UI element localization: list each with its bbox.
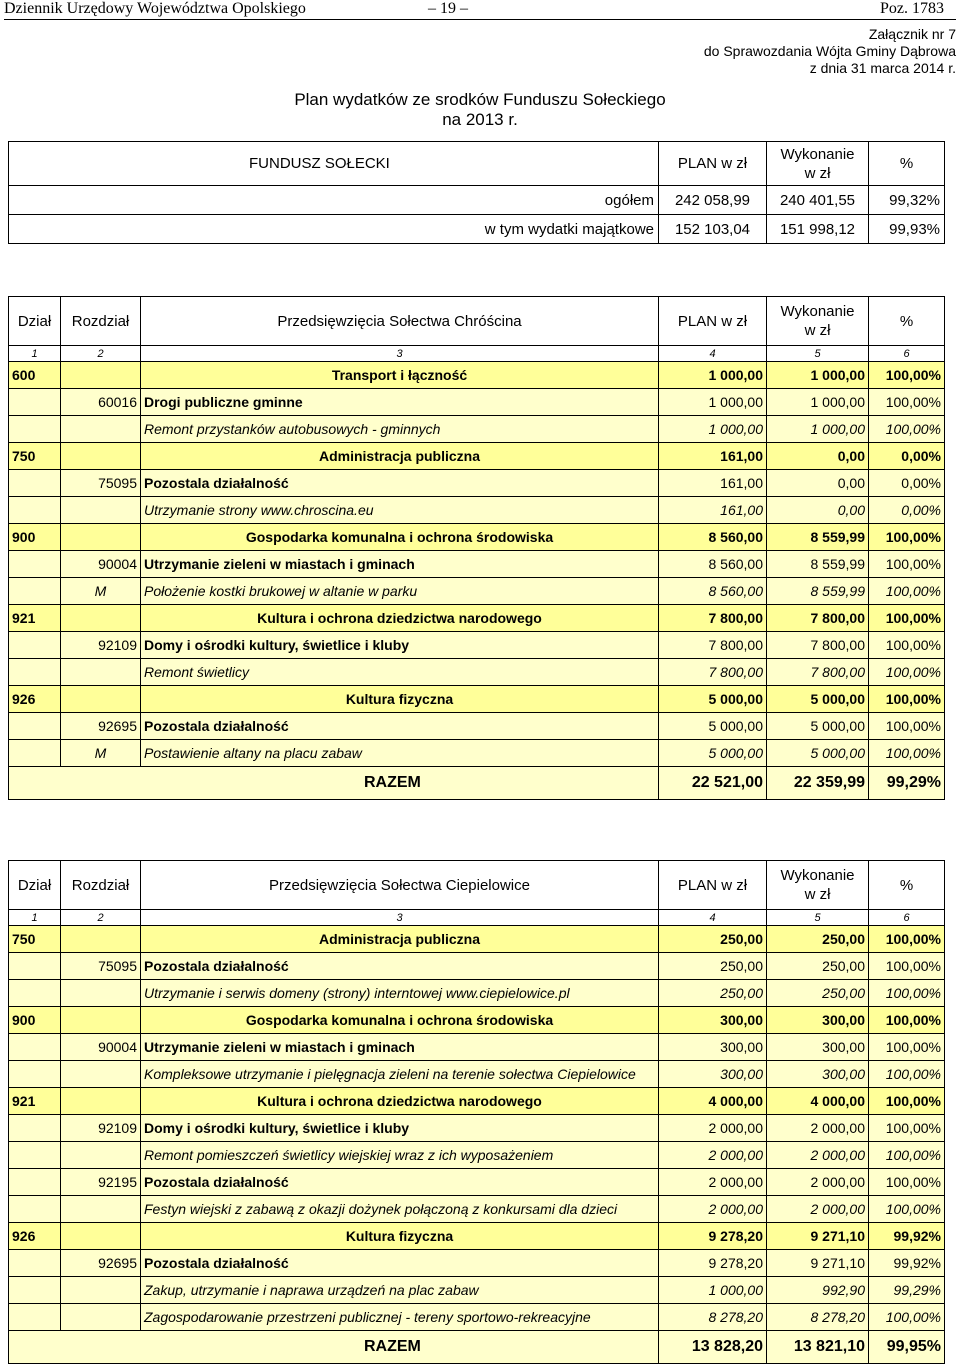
column-number: 2 <box>61 346 141 362</box>
rozdzial-cell: 90004 <box>61 551 141 578</box>
rozdzial-cell: 60016 <box>61 389 141 416</box>
pct-value: 100,00% <box>869 389 945 416</box>
rozdzial-cell <box>61 926 141 953</box>
column-number: 2 <box>61 910 141 926</box>
item-name: Remont świetlicy <box>141 659 659 686</box>
pct-value: 100,00% <box>869 1196 945 1223</box>
item-name: Zagospodarowanie przestrzeni publicznej - tereny sportowo-rekreacyjne <box>141 1304 659 1331</box>
item-name: Drogi publiczne gminne <box>141 389 659 416</box>
table-row <box>9 686 945 713</box>
plan-value: 8 560,00 <box>659 551 767 578</box>
pct-value: 100,00% <box>869 1088 945 1115</box>
dzial-cell <box>9 713 61 740</box>
pct-value: 100,00% <box>869 926 945 953</box>
pct-value: 100,00% <box>869 1115 945 1142</box>
rozdzial-cell <box>61 980 141 1007</box>
pct-value: 100,00% <box>869 524 945 551</box>
table-row <box>9 1061 945 1088</box>
pct-value: 100,00% <box>869 1169 945 1196</box>
header-divider <box>4 19 956 20</box>
attachment-note <box>704 26 956 77</box>
table-row <box>9 980 945 1007</box>
dzial-cell <box>9 497 61 524</box>
page-number: – 19 – <box>428 0 468 17</box>
exec-value: 1 000,00 <box>767 416 869 443</box>
dzial-cell <box>9 1034 61 1061</box>
pct-value: 99,29% <box>869 1277 945 1304</box>
exec-value: 7 800,00 <box>767 659 869 686</box>
item-name: Kultura i ochrona dziedzictwa narodowego <box>141 605 659 632</box>
pct-value: 100,00% <box>869 953 945 980</box>
table-row <box>9 1223 945 1250</box>
rozdzial-cell <box>61 1223 141 1250</box>
table-row <box>9 1034 945 1061</box>
pct-value: 100,00% <box>869 659 945 686</box>
total-exec: 22 359,99 <box>767 767 869 800</box>
summary-row <box>9 215 945 244</box>
exec-value: 2 000,00 <box>767 1142 869 1169</box>
table-row <box>9 1007 945 1034</box>
plan-value: 161,00 <box>659 443 767 470</box>
pct-value: 100,00% <box>869 1007 945 1034</box>
col-dzial: Dział <box>9 861 61 910</box>
column-number: 4 <box>659 910 767 926</box>
table-row <box>9 659 945 686</box>
item-name: Transport i łączność <box>141 362 659 389</box>
rozdzial-cell: 92695 <box>61 1250 141 1277</box>
dzial-cell: 600 <box>9 362 61 389</box>
pct-value: 100,00% <box>869 605 945 632</box>
exec-value: 9 271,10 <box>767 1250 869 1277</box>
rozdzial-cell <box>61 686 141 713</box>
table-row <box>9 1142 945 1169</box>
total-label: RAZEM <box>9 767 659 800</box>
table-row <box>9 551 945 578</box>
summary-col-plan: PLAN w zł <box>659 142 767 186</box>
item-name: Położenie kostki brukowej w altanie w parku <box>141 578 659 605</box>
exec-value: 250,00 <box>767 926 869 953</box>
total-pct: 99,29% <box>869 767 945 800</box>
table-header-row <box>9 861 945 910</box>
col-plan: PLAN w zł <box>659 861 767 910</box>
exec-value: 0,00 <box>767 470 869 497</box>
summary-row-pct: 99,32% <box>869 186 945 215</box>
table-row <box>9 713 945 740</box>
exec-value: 8 559,99 <box>767 578 869 605</box>
item-name: Utrzymanie zieleni w miastach i gminach <box>141 1034 659 1061</box>
table-row <box>9 1088 945 1115</box>
plan-value: 8 560,00 <box>659 578 767 605</box>
summary-label: FUNDUSZ SOŁECKI <box>9 142 659 186</box>
rozdzial-cell: 90004 <box>61 1034 141 1061</box>
dzial-cell <box>9 1196 61 1223</box>
item-name: Pozostala działalność <box>141 470 659 497</box>
total-pct: 99,95% <box>869 1331 945 1364</box>
rozdzial-cell: 92109 <box>61 1115 141 1142</box>
dzial-cell <box>9 578 61 605</box>
table-ciepielowice <box>8 860 945 1364</box>
exec-value: 300,00 <box>767 1061 869 1088</box>
column-number: 1 <box>9 910 61 926</box>
table-row <box>9 1277 945 1304</box>
pct-value: 0,00% <box>869 470 945 497</box>
table-row <box>9 1115 945 1142</box>
plan-value: 5 000,00 <box>659 713 767 740</box>
item-name: Pozostala działalność <box>141 713 659 740</box>
exec-value: 5 000,00 <box>767 713 869 740</box>
dzial-cell <box>9 1304 61 1331</box>
dzial-cell: 900 <box>9 524 61 551</box>
rozdzial-cell <box>61 605 141 632</box>
item-name: Pozostala działalność <box>141 1169 659 1196</box>
summary-header-row <box>9 142 945 186</box>
item-name: Pozostala działalność <box>141 953 659 980</box>
exec-value: 5 000,00 <box>767 740 869 767</box>
table-body <box>9 362 945 767</box>
dzial-cell <box>9 1277 61 1304</box>
table-row <box>9 470 945 497</box>
plan-value: 161,00 <box>659 497 767 524</box>
pct-value: 100,00% <box>869 1034 945 1061</box>
col-rozdzial: Rozdział <box>61 297 141 346</box>
pct-value: 100,00% <box>869 980 945 1007</box>
plan-value: 5 000,00 <box>659 740 767 767</box>
column-number-row <box>9 346 945 362</box>
rozdzial-cell <box>61 1142 141 1169</box>
table-row <box>9 605 945 632</box>
pct-value: 100,00% <box>869 578 945 605</box>
pct-value: 0,00% <box>869 497 945 524</box>
summary-row-pct: 99,93% <box>869 215 945 244</box>
plan-value: 300,00 <box>659 1034 767 1061</box>
table-row <box>9 578 945 605</box>
plan-value: 4 000,00 <box>659 1088 767 1115</box>
plan-value: 5 000,00 <box>659 686 767 713</box>
exec-value: 8 559,99 <box>767 551 869 578</box>
plan-value: 7 800,00 <box>659 659 767 686</box>
plan-value: 2 000,00 <box>659 1142 767 1169</box>
dzial-cell <box>9 1169 61 1196</box>
summary-row-exec: 151 998,12 <box>767 215 869 244</box>
column-number: 5 <box>767 346 869 362</box>
dzial-cell: 900 <box>9 1007 61 1034</box>
dzial-cell <box>9 953 61 980</box>
plan-value: 2 000,00 <box>659 1196 767 1223</box>
item-name: Kultura fizyczna <box>141 1223 659 1250</box>
item-name: Administracja publiczna <box>141 443 659 470</box>
plan-value: 250,00 <box>659 926 767 953</box>
table-row <box>9 416 945 443</box>
table-title: Przedsięwzięcia Sołectwa Ciepielowice <box>141 861 659 910</box>
dzial-cell <box>9 632 61 659</box>
table-row <box>9 740 945 767</box>
item-name: Kompleksowe utrzymanie i pielęgnacja zieleni na terenie sołectwa Ciepielowice <box>141 1061 659 1088</box>
column-number: 6 <box>869 910 945 926</box>
item-name: Gospodarka komunalna i ochrona środowiska <box>141 524 659 551</box>
exec-value: 250,00 <box>767 980 869 1007</box>
summary-row-exec: 240 401,55 <box>767 186 869 215</box>
column-number: 4 <box>659 346 767 362</box>
plan-value: 1 000,00 <box>659 416 767 443</box>
item-name: Kultura i ochrona dziedzictwa narodowego <box>141 1088 659 1115</box>
plan-value: 8 560,00 <box>659 524 767 551</box>
col-plan: PLAN w zł <box>659 297 767 346</box>
rozdzial-cell <box>61 659 141 686</box>
attachment-line: z dnia 31 marca 2014 r. <box>809 60 956 76</box>
plan-value: 8 278,20 <box>659 1304 767 1331</box>
rozdzial-cell: 75095 <box>61 470 141 497</box>
exec-value: 300,00 <box>767 1007 869 1034</box>
plan-value: 2 000,00 <box>659 1169 767 1196</box>
column-number: 1 <box>9 346 61 362</box>
rozdzial-cell <box>61 524 141 551</box>
col-dzial: Dział <box>9 297 61 346</box>
exec-value: 992,90 <box>767 1277 869 1304</box>
item-name: Gospodarka komunalna i ochrona środowiska <box>141 1007 659 1034</box>
dzial-cell: 750 <box>9 443 61 470</box>
summary-row-plan: 152 103,04 <box>659 215 767 244</box>
table-row <box>9 497 945 524</box>
column-number: 3 <box>141 910 659 926</box>
dzial-cell <box>9 980 61 1007</box>
table-row <box>9 1169 945 1196</box>
table-row <box>9 926 945 953</box>
exec-value: 250,00 <box>767 953 869 980</box>
rozdzial-cell: 75095 <box>61 953 141 980</box>
exec-value: 7 800,00 <box>767 632 869 659</box>
plan-title-line: na 2013 r. <box>442 110 518 129</box>
column-number: 6 <box>869 346 945 362</box>
exec-value: 4 000,00 <box>767 1088 869 1115</box>
exec-value: 9 271,10 <box>767 1223 869 1250</box>
attachment-line: do Sprawozdania Wójta Gminy Dąbrowa <box>703 43 956 59</box>
exec-value: 8 559,99 <box>767 524 869 551</box>
rozdzial-cell: 92109 <box>61 632 141 659</box>
plan-value: 2 000,00 <box>659 1115 767 1142</box>
col-exec: Wykonanie w zł <box>767 297 869 346</box>
rozdzial-cell <box>61 1007 141 1034</box>
table-title: Przedsięwzięcia Sołectwa Chróścina <box>141 297 659 346</box>
column-number-row <box>9 910 945 926</box>
dzial-cell <box>9 416 61 443</box>
dzial-cell: 921 <box>9 605 61 632</box>
pct-value: 100,00% <box>869 1142 945 1169</box>
pct-value: 99,92% <box>869 1223 945 1250</box>
table-row <box>9 362 945 389</box>
table-header-row <box>9 297 945 346</box>
plan-value: 7 800,00 <box>659 605 767 632</box>
col-pct: % <box>869 861 945 910</box>
column-number: 5 <box>767 910 869 926</box>
item-name: Domy i ośrodki kultury, świetlice i kluby <box>141 1115 659 1142</box>
plan-value: 250,00 <box>659 953 767 980</box>
rozdzial-cell <box>61 443 141 470</box>
dzial-cell <box>9 551 61 578</box>
pct-value: 100,00% <box>869 1304 945 1331</box>
summary-row-label: ogółem <box>9 186 659 215</box>
rozdzial-cell <box>61 416 141 443</box>
plan-value: 1 000,00 <box>659 362 767 389</box>
rozdzial-cell <box>61 1088 141 1115</box>
dzial-cell <box>9 389 61 416</box>
exec-value: 0,00 <box>767 443 869 470</box>
exec-value: 2 000,00 <box>767 1115 869 1142</box>
dzial-cell: 921 <box>9 1088 61 1115</box>
dzial-cell <box>9 1142 61 1169</box>
plan-value: 250,00 <box>659 980 767 1007</box>
total-exec: 13 821,10 <box>767 1331 869 1364</box>
plan-value: 9 278,20 <box>659 1223 767 1250</box>
item-name: Utrzymanie strony www.chroscina.eu <box>141 497 659 524</box>
summary-col-exec: Wykonanie w zł <box>767 142 869 186</box>
plan-value: 9 278,20 <box>659 1250 767 1277</box>
table-chroscina <box>8 296 945 800</box>
plan-value: 161,00 <box>659 470 767 497</box>
rozdzial-cell <box>61 1304 141 1331</box>
plan-value: 1 000,00 <box>659 389 767 416</box>
total-label: RAZEM <box>9 1331 659 1364</box>
summary-row-label: w tym wydatki majątkowe <box>9 215 659 244</box>
table-row <box>9 1304 945 1331</box>
col-exec: Wykonanie w zł <box>767 861 869 910</box>
table-row <box>9 524 945 551</box>
item-name: Kultura fizyczna <box>141 686 659 713</box>
rozdzial-cell: M <box>61 740 141 767</box>
rozdzial-cell: 92695 <box>61 713 141 740</box>
pct-value: 0,00% <box>869 443 945 470</box>
col-pct: % <box>869 297 945 346</box>
rozdzial-cell <box>61 1061 141 1088</box>
pct-value: 100,00% <box>869 416 945 443</box>
dzial-cell <box>9 1115 61 1142</box>
exec-value: 7 800,00 <box>767 605 869 632</box>
item-name: Administracja publiczna <box>141 926 659 953</box>
plan-value: 1 000,00 <box>659 1277 767 1304</box>
exec-value: 300,00 <box>767 1034 869 1061</box>
dzial-cell: 926 <box>9 1223 61 1250</box>
item-name: Pozostala działalność <box>141 1250 659 1277</box>
total-row <box>9 767 945 800</box>
item-name: Festyn wiejski z zabawą z okazji dożynek połączoną z konkursami dla dzieci <box>141 1196 659 1223</box>
dzial-cell <box>9 1061 61 1088</box>
plan-title <box>240 90 720 130</box>
pct-value: 99,92% <box>869 1250 945 1277</box>
table-row <box>9 443 945 470</box>
item-name: Remont pomieszczeń świetlicy wiejskiej wraz z ich wyposażeniem <box>141 1142 659 1169</box>
journal-title: Dziennik Urzędowy Województwa Opolskiego <box>4 0 306 17</box>
pct-value: 100,00% <box>869 740 945 767</box>
dzial-cell: 926 <box>9 686 61 713</box>
rozdzial-cell <box>61 497 141 524</box>
pct-value: 100,00% <box>869 686 945 713</box>
pct-value: 100,00% <box>869 713 945 740</box>
summary-table <box>8 141 945 244</box>
rozdzial-cell: 92195 <box>61 1169 141 1196</box>
table-row <box>9 1250 945 1277</box>
rozdzial-cell: M <box>61 578 141 605</box>
table-row <box>9 389 945 416</box>
total-row <box>9 1331 945 1364</box>
plan-value: 7 800,00 <box>659 632 767 659</box>
exec-value: 5 000,00 <box>767 686 869 713</box>
exec-value: 0,00 <box>767 497 869 524</box>
table-row <box>9 953 945 980</box>
pct-value: 100,00% <box>869 362 945 389</box>
exec-value: 8 278,20 <box>767 1304 869 1331</box>
rozdzial-cell <box>61 1277 141 1304</box>
exec-value: 1 000,00 <box>767 362 869 389</box>
item-name: Remont przystanków autobusowych - gminnych <box>141 416 659 443</box>
item-name: Utrzymanie zieleni w miastach i gminach <box>141 551 659 578</box>
dzial-cell: 750 <box>9 926 61 953</box>
column-number: 3 <box>141 346 659 362</box>
dzial-cell <box>9 659 61 686</box>
summary-row-plan: 242 058,99 <box>659 186 767 215</box>
item-name: Postawienie altany na placu zabaw <box>141 740 659 767</box>
table-body <box>9 926 945 1331</box>
rozdzial-cell <box>61 362 141 389</box>
plan-title-line: Plan wydatków ze srodków Funduszu Sołeckiego <box>294 90 666 109</box>
summary-col-pct: % <box>869 142 945 186</box>
summary-row <box>9 186 945 215</box>
pct-value: 100,00% <box>869 551 945 578</box>
dzial-cell <box>9 740 61 767</box>
col-rozdzial: Rozdział <box>61 861 141 910</box>
pct-value: 100,00% <box>869 1061 945 1088</box>
item-name: Zakup, utrzymanie i naprawa urządzeń na plac zabaw <box>141 1277 659 1304</box>
pct-value: 100,00% <box>869 632 945 659</box>
position-number: Poz. 1783 <box>880 0 944 17</box>
exec-value: 2 000,00 <box>767 1196 869 1223</box>
rozdzial-cell <box>61 1196 141 1223</box>
dzial-cell <box>9 1250 61 1277</box>
item-name: Utrzymanie i serwis domeny (strony) interntowej www.ciepielowice.pl <box>141 980 659 1007</box>
exec-value: 2 000,00 <box>767 1169 869 1196</box>
table-row <box>9 632 945 659</box>
plan-value: 300,00 <box>659 1061 767 1088</box>
total-plan: 13 828,20 <box>659 1331 767 1364</box>
plan-value: 300,00 <box>659 1007 767 1034</box>
item-name: Domy i ośrodki kultury, świetlice i kluby <box>141 632 659 659</box>
table-row <box>9 1196 945 1223</box>
attachment-line: Załącznik nr 7 <box>868 26 956 42</box>
dzial-cell <box>9 470 61 497</box>
total-plan: 22 521,00 <box>659 767 767 800</box>
exec-value: 1 000,00 <box>767 389 869 416</box>
